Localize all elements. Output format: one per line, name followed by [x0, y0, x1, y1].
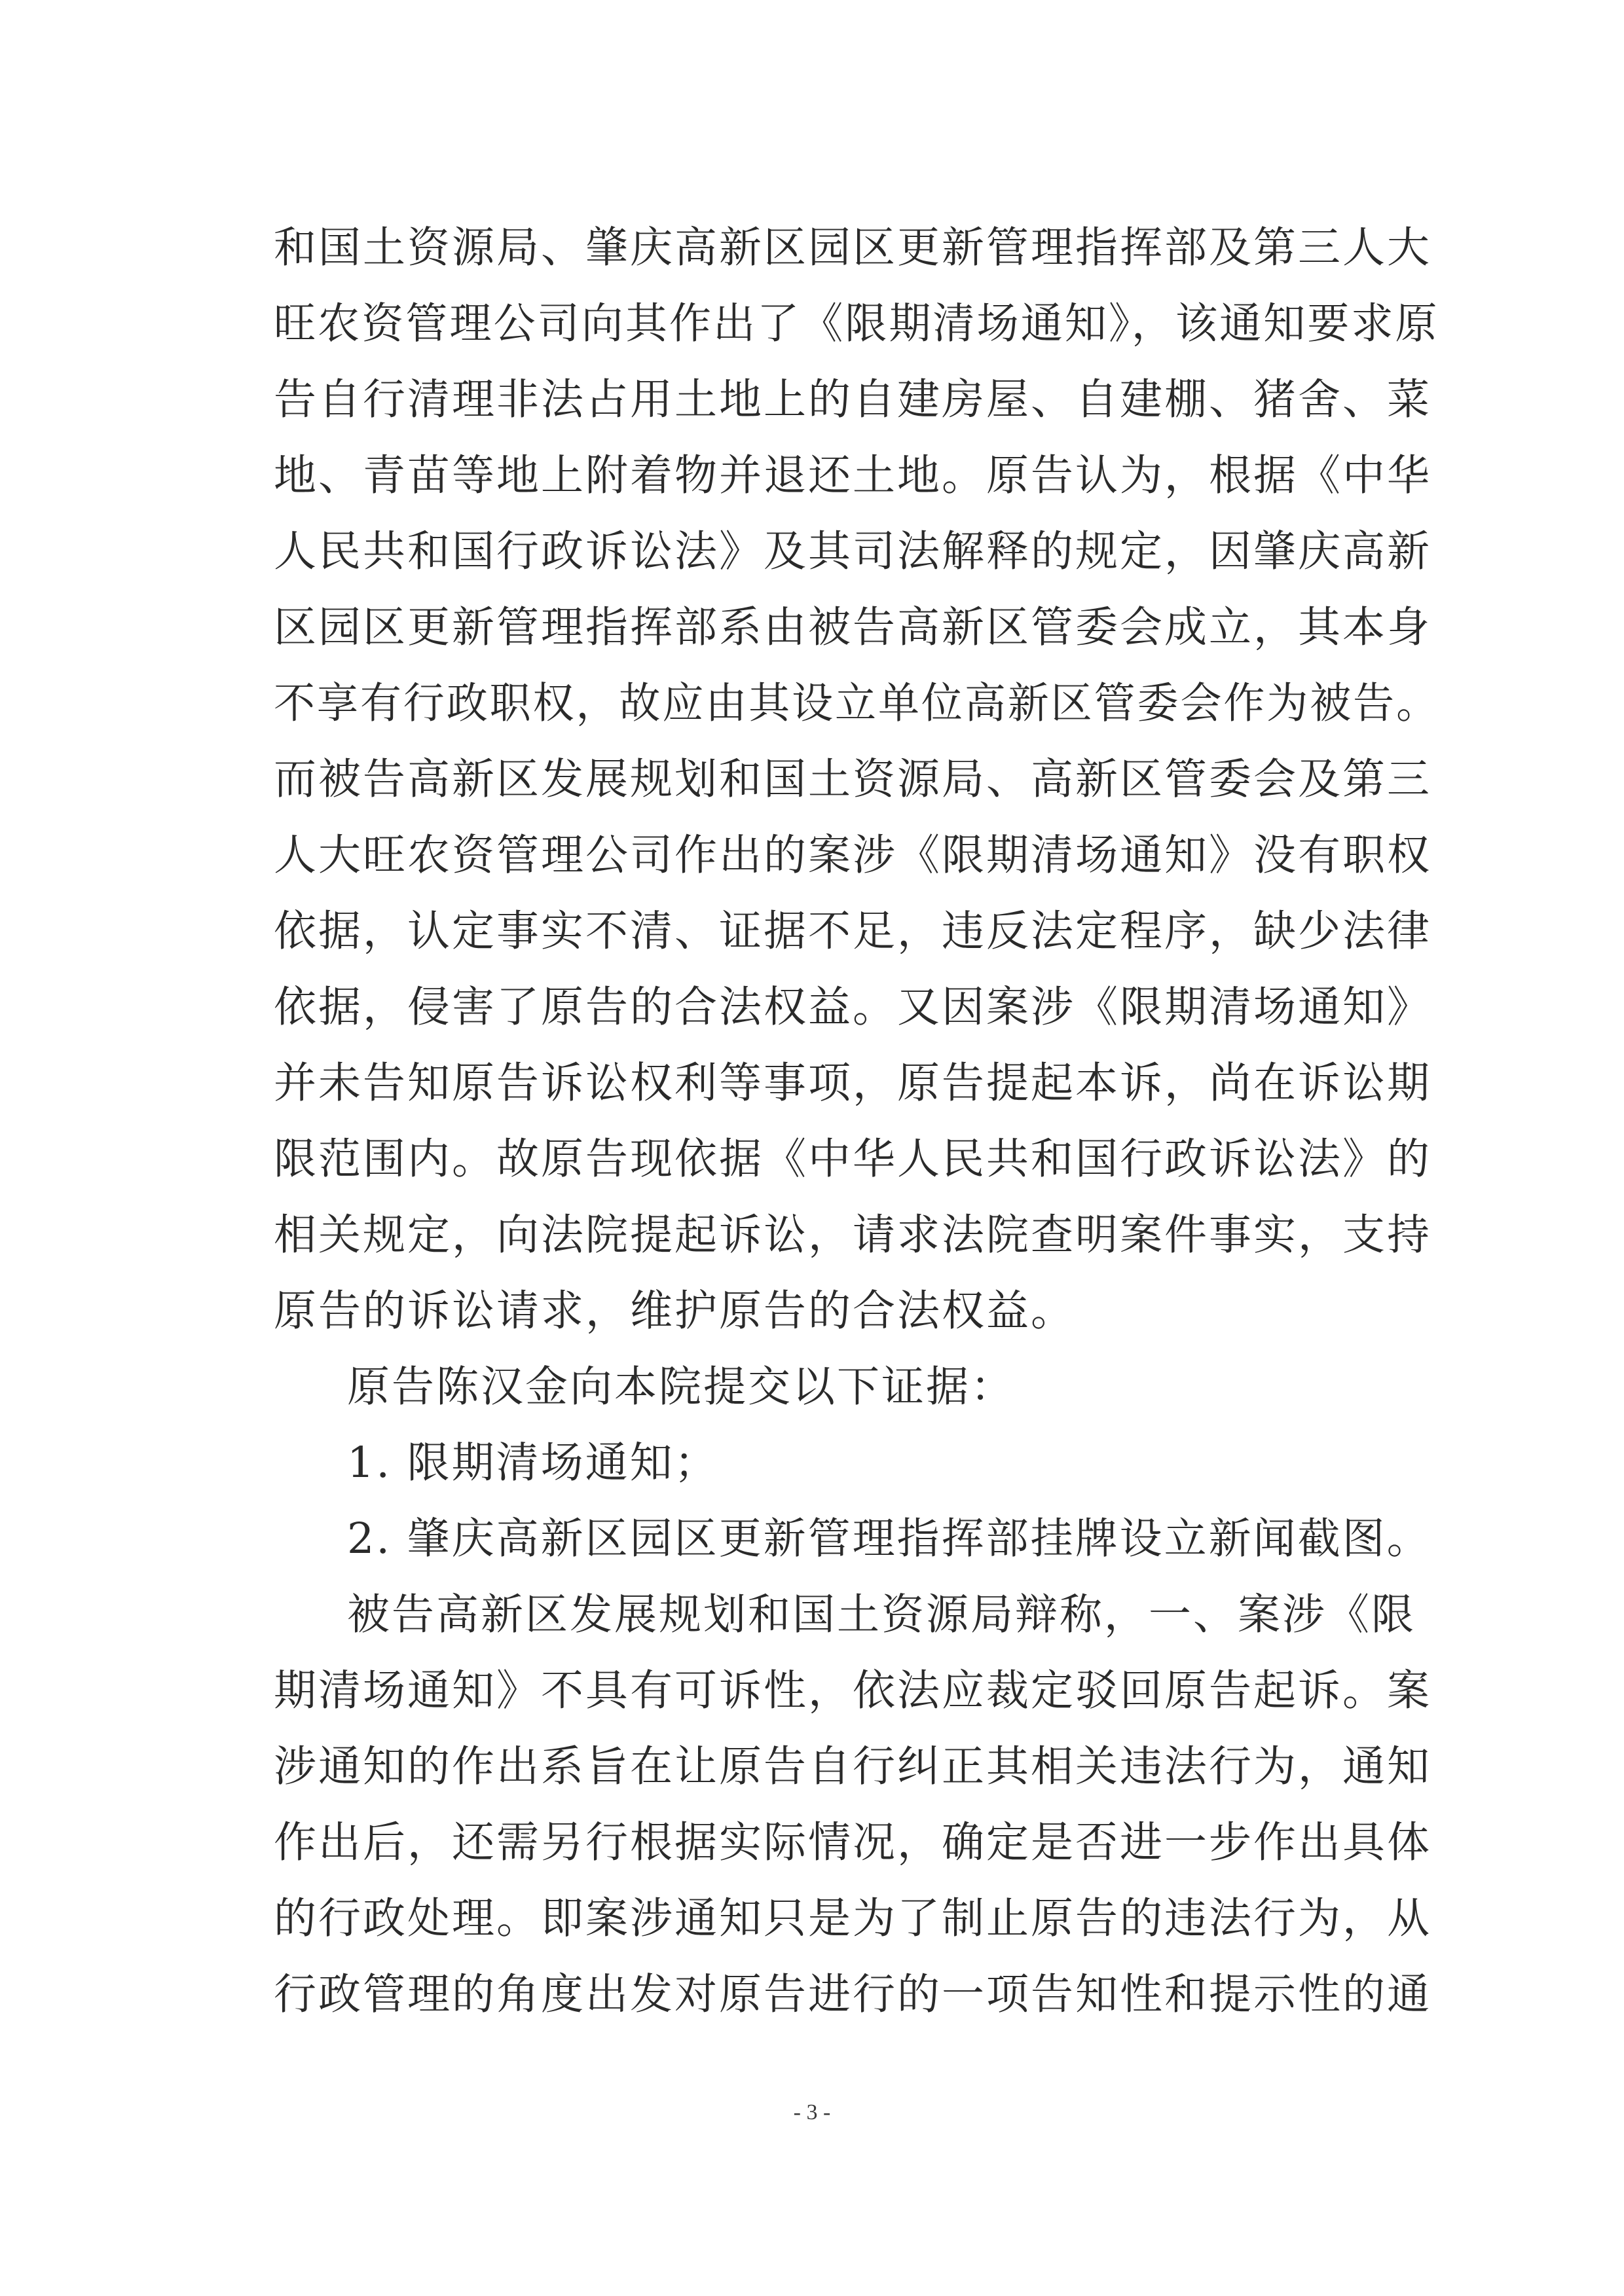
paragraph-start-line: 原告陈汉金向本院提交以下证据： — [347, 1362, 1016, 1412]
text-line: 地、青苗等地上附着物并退还土地。原告认为，根据《中华 — [274, 451, 1432, 500]
text-line: 而被告高新区发展规划和国土资源局、高新区管委会及第三 — [274, 755, 1432, 804]
text-line: 并未告知原告诉讼权利等事项，原告提起本诉，尚在诉讼期 — [274, 1059, 1432, 1108]
text-line: 限范围内。故原告现依据《中华人民共和国行政诉讼法》的 — [274, 1135, 1432, 1184]
text-line: 行政管理的角度出发对原告进行的一项告知性和提示性的通 — [274, 1970, 1432, 2019]
text-line: 相关规定，向法院提起诉讼，请求法院查明案件事实，支持 — [274, 1211, 1432, 1260]
text-line: 依据，认定事实不清、证据不足，违反法定程序，缺少法律 — [274, 907, 1432, 956]
text-line: 期清场通知》不具有可诉性，依法应裁定驳回原告起诉。案 — [274, 1666, 1432, 1715]
text-line: 告自行清理非法占用土地上的自建房屋、自建棚、猪舍、菜 — [274, 375, 1432, 424]
text-line: 涉通知的作出系旨在让原告自行纠正其相关违法行为，通知 — [274, 1742, 1432, 1791]
text-line: 和国土资源局、肇庆高新区园区更新管理指挥部及第三人大 — [274, 223, 1432, 272]
page-number: - 3 - — [793, 2100, 831, 2124]
text-line: 的行政处理。即案涉通知只是为了制止原告的违法行为，从 — [274, 1894, 1432, 1943]
text-line: 依据，侵害了原告的合法权益。又因案涉《限期清场通知》 — [274, 983, 1432, 1032]
text-line: 原告的诉讼请求，维护原告的合法权益。 — [274, 1286, 1076, 1336]
text-line: 不享有行政职权，故应由其设立单位高新区管委会作为被告。 — [274, 679, 1440, 728]
text-line: 人大旺农资管理公司作出的案涉《限期清场通知》没有职权 — [274, 831, 1432, 880]
text-line: 旺农资管理公司向其作出了《限期清场通知》，该通知要求原 — [274, 299, 1439, 348]
evidence-item: 2. 肇庆高新区园区更新管理指挥部挂牌设立新闻截图。 — [347, 1514, 1431, 1563]
evidence-item: 1. 限期清场通知； — [347, 1438, 719, 1487]
paragraph-start-line: 被告高新区发展规划和国土资源局辩称，一、案涉《限 — [347, 1590, 1416, 1639]
text-line: 人民共和国行政诉讼法》及其司法解释的规定，因肇庆高新 — [274, 527, 1432, 576]
text-line: 作出后，还需另行根据实际情况，确定是否进一步作出具体 — [274, 1818, 1432, 1867]
text-line: 区园区更新管理指挥部系由被告高新区管委会成立，其本身 — [274, 603, 1432, 652]
